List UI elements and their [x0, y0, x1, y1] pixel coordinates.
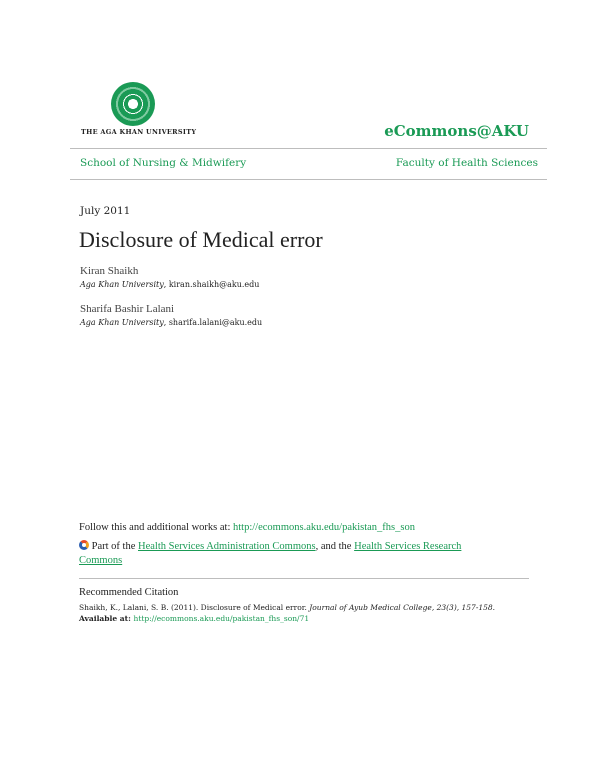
follow-url-link[interactable]: http://ecommons.aku.edu/pakistan_fhs_son [233, 522, 415, 533]
follow-text: Follow this and additional works at: [79, 522, 233, 533]
header-divider-2 [70, 179, 547, 180]
network-icon [79, 540, 89, 550]
author-affiliation [80, 318, 262, 327]
footer-divider [79, 578, 529, 579]
citation-text [79, 603, 495, 612]
hsa-commons-link[interactable]: Health Services Administration Commons [138, 541, 316, 552]
available-at [79, 614, 309, 623]
author-email: , sharifa.lalani@aku.edu [163, 318, 263, 327]
available-label: Available at: [79, 614, 134, 623]
author-name: Sharifa Bashir Lalani [80, 303, 175, 315]
paper-title: Disclosure of Medical error [79, 227, 323, 252]
available-url-link[interactable]: http://ecommons.aku.edu/pakistan_fhs_son/71 [133, 614, 310, 623]
author-name: Kiran Shaikh [80, 265, 139, 277]
faculty-link[interactable]: Faculty of Health Sciences [395, 157, 538, 169]
follow-line [79, 522, 415, 533]
school-link[interactable]: School of Nursing & Midwifery [80, 157, 247, 169]
and-text: , and the [315, 541, 355, 552]
hsr-commons-link[interactable]: Health Services Research Commons [79, 541, 462, 566]
author-affiliation [80, 280, 259, 289]
citation-body: Shaikh, K., Lalani, S. B. (2011). Disclosure of Medical error. [79, 603, 310, 612]
part-of-line [79, 540, 499, 568]
university-logo-text: THE AGA KHAN UNIVERSITY [81, 128, 197, 136]
part-of-text: Part of the [91, 541, 138, 552]
ecommons-brand[interactable]: eCommons@AKU [384, 122, 529, 140]
citation-heading: Recommended Citation [79, 587, 179, 598]
citation-journal: Journal of Ayub Medical College, 23(3), 157-158. [309, 603, 496, 612]
affiliation: Aga Khan University [80, 318, 164, 327]
affiliation: Aga Khan University [80, 280, 164, 289]
header-divider [70, 148, 547, 149]
publication-date: July 2011 [80, 205, 131, 217]
aga-khan-university-logo [111, 82, 155, 126]
author-email: , kiran.shaikh@aku.edu [163, 280, 260, 289]
